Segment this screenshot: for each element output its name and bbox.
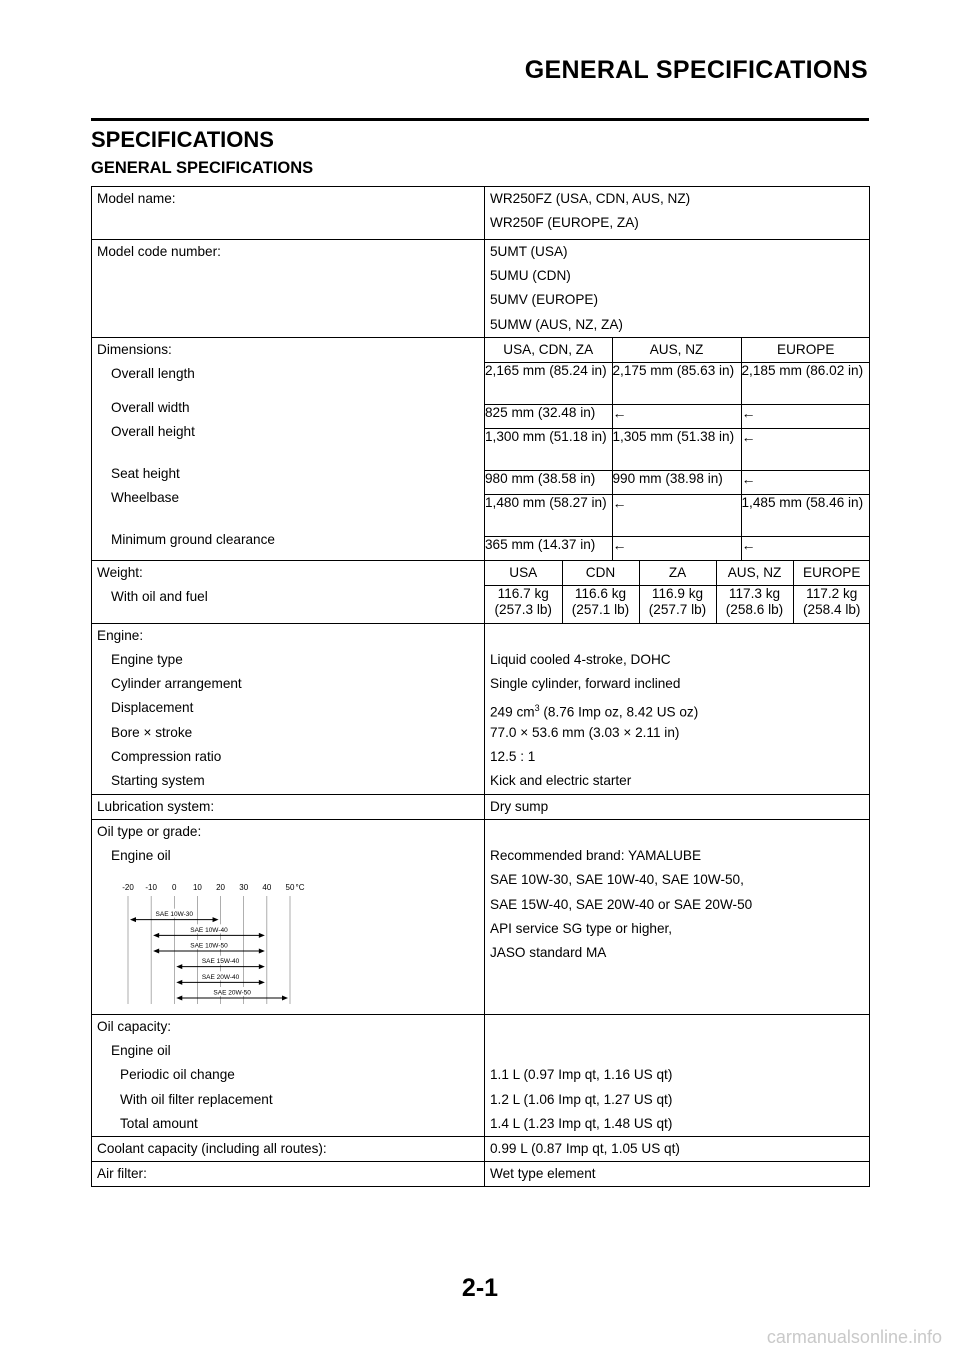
chart-series-label: SAE 10W-50 [190,942,228,950]
dim-label: Overall length [111,365,195,381]
oil-viscosity-chart [110,878,320,1008]
dim-label: Minimum ground clearance [111,531,275,547]
dim-value: 1,305 mm (51.38 in) [612,428,741,470]
same-as-left-arrow: ← [612,494,741,536]
value-model-code: 5UMW (AUS, NZ, ZA) [490,316,623,332]
chart-series-label: SAE 10W-40 [190,926,228,934]
label-oil-capacity: Oil capacity: [97,1018,172,1034]
oil-capacity-engine-oil-label: Engine oil [111,1043,171,1059]
dim-label: Overall width [111,399,190,415]
oil-type-engine-oil-label: Engine oil [111,848,171,864]
row-model-code [92,240,870,338]
chart-series-label: SAE 20W-50 [213,989,251,997]
engine-value: 77.0 × 53.6 mm (3.03 × 2.11 in) [490,724,680,740]
oil-capacity-value: 1.4 L (1.23 Imp qt, 1.48 US qt) [490,1115,673,1131]
chart-range-arrow-right [259,933,265,938]
dim-value: 2,175 mm (85.63 in) [612,362,741,404]
value-lubrication: Dry sump [490,798,549,814]
header-rule [91,118,869,121]
chart-tick-label: 50 [285,882,295,892]
oil-type-value: API service SG type or higher, [490,920,673,936]
engine-label: Cylinder arrangement [111,676,242,692]
engine-value: Liquid cooled 4-stroke, DOHC [490,651,671,667]
oil-type-value: JASO standard MA [490,944,607,960]
oil-type-value: Recommended brand: YAMALUBE [490,848,702,864]
dim-value: 2,185 mm (86.02 in) [741,362,870,404]
label-engine: Engine: [97,627,144,643]
value-coolant: 0.99 L (0.87 Imp qt, 1.05 US qt) [490,1140,680,1156]
weight-value: 116.6 kg (257.1 lb) [562,586,639,623]
chart-series-label: SAE 10W-30 [155,911,194,919]
oil-capacity-label: Periodic oil change [120,1067,235,1083]
dim-label: Overall height [111,423,195,439]
oil-type-value: SAE 10W-30, SAE 10W-40, SAE 10W-50, [490,872,744,888]
chart-series-label: SAE 15W-40 [201,958,240,966]
dim-value: 365 mm (14.37 in) [485,536,612,560]
page-number: 2-1 [461,1274,499,1302]
dim-value: 825 mm (32.48 in) [485,404,612,428]
engine-value: 12.5 : 1 [490,748,536,764]
row-weight [92,561,870,624]
weight-value: 116.9 kg (257.7 lb) [639,586,716,623]
value-model-name: WR250FZ (USA, CDN, AUS, NZ) [490,191,691,206]
label-oil-type: Oil type or grade: [97,823,202,839]
engine-label: Bore × stroke [111,724,193,740]
value-model-code: 5UMT (USA) [490,244,568,259]
row-engine [92,623,870,794]
chart-range-arrow-right [259,980,265,985]
chart-range-arrow-right [259,948,265,953]
dim-value: 2,165 mm (85.24 in) [485,362,612,404]
weight-value: 116.7 kg (257.3 lb) [485,586,562,623]
value-model-name: WR250F (EUROPE, ZA) [490,215,639,231]
section-title: SPECIFICATIONS [91,127,274,152]
dim-label: Seat height [111,465,180,481]
value-model-code: 5UMV (EUROPE) [490,292,599,308]
chart-tick-label: 10 [192,882,202,892]
dim-col-header: AUS, NZ [612,338,741,363]
row-dimensions [92,337,870,561]
row-lubrication [92,794,870,819]
chart-tick-label: 0 [172,882,177,892]
weight-col-header: ZA [639,561,716,586]
engine-label: Engine type [111,651,183,667]
chart-range-arrow-right [282,995,288,1000]
chart-tick-label: 40 [262,882,272,892]
chart-tick-label: 20 [216,882,226,892]
weight-col-header: AUS, NZ [716,561,793,586]
chart-series-label: SAE 20W-40 [201,973,240,981]
chart-range-arrow-left [153,948,159,953]
subsection-title: GENERAL SPECIFICATIONS [91,159,314,177]
dim-value: 980 mm (38.58 in) [485,470,612,494]
label-lubrication: Lubrication system: [97,798,215,814]
same-as-left-arrow: ← [741,428,870,470]
row-oil-capacity [92,1014,870,1136]
same-as-left-arrow: ← [741,536,870,560]
chart-tick-label: -20 [122,882,134,892]
chart-unit-label: °C [295,882,305,892]
dim-value: 1,300 mm (51.18 in) [485,428,612,470]
weight-col-header: CDN [562,561,639,586]
weight-col-header: USA [509,565,538,581]
oil-capacity-label: Total amount [120,1115,198,1131]
dim-col-header: EUROPE [741,338,870,363]
engine-value: Kick and electric starter [490,772,632,788]
value-model-code: 5UMU (CDN) [490,268,571,284]
weight-subtable [485,561,870,623]
row-air-filter [92,1162,870,1187]
chart-range-arrow-left [176,995,182,1000]
weight-value: 117.2 kg (258.4 lb) [793,586,870,623]
oil-type-value: SAE 15W-40, SAE 20W-40 or SAE 20W-50 [490,896,753,912]
same-as-left-arrow: ← [741,470,870,494]
chart-range-arrow-left [130,917,136,922]
label-air-filter: Air filter: [97,1166,147,1182]
engine-value-displacement: 249 $cm^3$ (8.76 Imp oz, 8.42 US oz) [490,703,699,720]
engine-label: Displacement [111,700,194,716]
value-air-filter: Wet type element [490,1166,596,1182]
same-as-left-arrow: ← [612,536,741,560]
watermark: carmanualsonline.info [766,1327,942,1347]
dim-col-header: USA, CDN, ZA [503,341,594,357]
chart-tick-label: -10 [145,882,157,892]
dim-value: 1,480 mm (58.27 in) [485,494,612,536]
engine-label: Starting system [111,772,205,788]
chart-tick-label: 30 [239,882,249,892]
weight-row-label: With oil and fuel [111,589,208,605]
chart-range-arrow-left [176,980,182,985]
label-model-name: Model name: [97,191,176,206]
label-dimensions: Dimensions: [97,341,172,357]
oil-capacity-value: 1.2 L (1.06 Imp qt, 1.27 US qt) [490,1091,673,1107]
row-model-name [92,187,870,240]
chart-range-arrow-right [213,917,219,922]
chart-range-arrow-left [153,933,159,938]
label-model-code: Model code number: [97,244,221,259]
dim-label: Wheelbase [111,489,180,505]
label-weight: Weight: [97,565,143,581]
chart-range-arrow-left [176,964,182,969]
dim-value: 990 mm (38.98 in) [612,470,741,494]
oil-capacity-value: 1.1 L (0.97 Imp qt, 1.16 US qt) [490,1067,673,1083]
same-as-left-arrow: ← [741,404,870,428]
engine-value: Single cylinder, forward inclined [490,676,681,692]
header-title: GENERAL SPECIFICATIONS [524,56,868,84]
engine-label: Compression ratio [111,748,222,764]
weight-col-header: EUROPE [793,561,870,586]
dimensions-subtable [485,338,870,561]
oil-capacity-label: With oil filter replacement [120,1091,273,1107]
row-coolant [92,1136,870,1161]
same-as-left-arrow: ← [612,404,741,428]
weight-value: 117.3 kg (258.6 lb) [716,586,793,623]
dim-value: 1,485 mm (58.46 in) [741,494,870,536]
spec-table [91,186,870,1187]
row-oil-type [92,819,870,1014]
label-coolant: Coolant capacity (including all routes): [97,1140,327,1156]
chart-range-arrow-right [259,964,265,969]
